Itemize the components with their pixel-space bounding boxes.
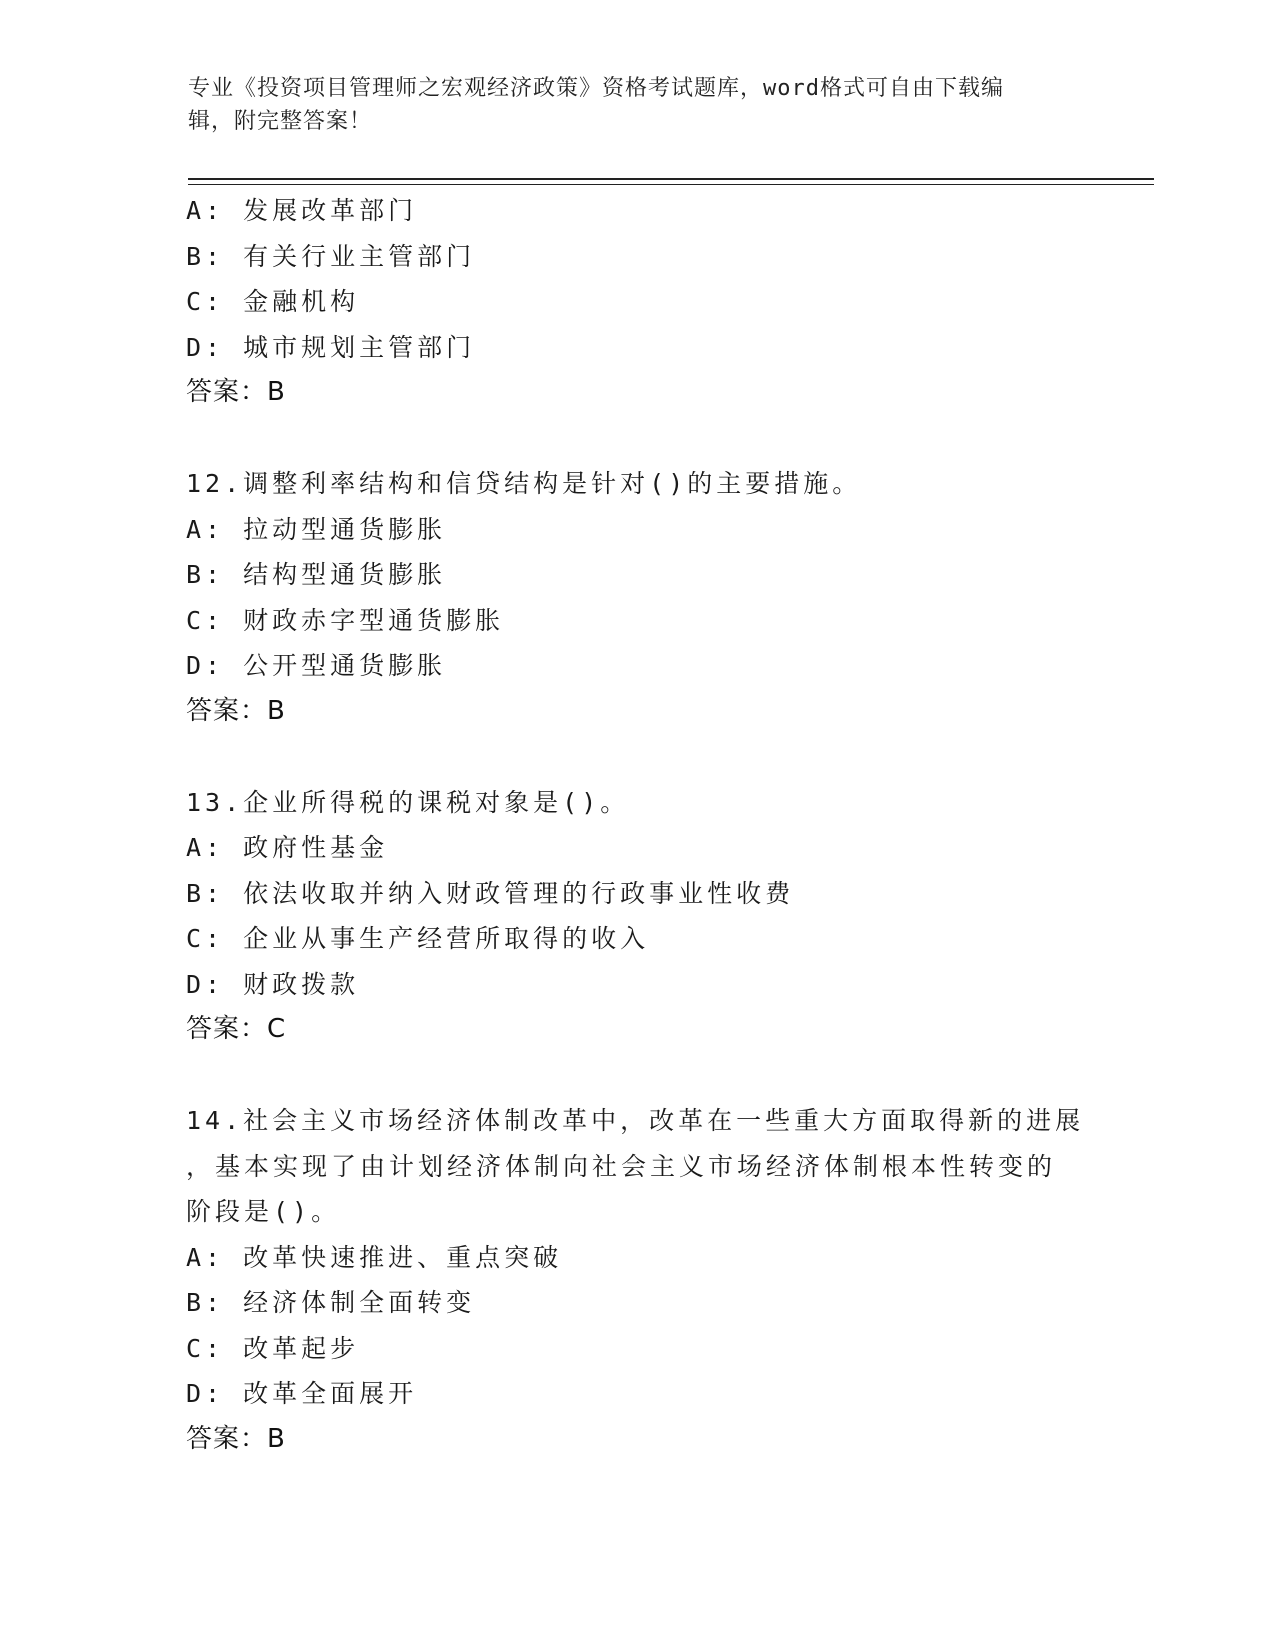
question-12 bbox=[186, 461, 1086, 734]
option-a: A: 拉动型通货膨胀 bbox=[186, 514, 447, 544]
question-stem: 12.调整利率结构和信贷结构是针对()的主要措施。 bbox=[186, 469, 862, 498]
option-b: B: 结构型通货膨胀 bbox=[186, 560, 447, 589]
option-d: D: 改革全面展开 bbox=[186, 1379, 418, 1408]
answer-line: 答案：B bbox=[186, 377, 286, 407]
option-a: A: 发展改革部门 bbox=[186, 196, 418, 225]
option-d: D: 公开型通货膨胀 bbox=[186, 651, 447, 680]
option-c: C: 企业从事生产经营所取得的收入 bbox=[186, 924, 650, 953]
question-stem-line-1: 14.社会主义市场经济体制改革中，改革在一些重大方面取得新的进展 bbox=[186, 1106, 1085, 1135]
answer-line: 答案：B bbox=[186, 1423, 286, 1454]
option-c: C: 改革起步 bbox=[186, 1333, 360, 1363]
option-d: D: 城市规划主管部门 bbox=[186, 332, 476, 362]
header-line-1: 专业《投资项目管理师之宏观经济政策》资格考试题库，word格式可自由下载编 bbox=[188, 76, 1004, 101]
question-stem: 13.企业所得税的课税对象是()。 bbox=[186, 787, 630, 817]
question-13 bbox=[186, 780, 1086, 1053]
question-stem-line-3: 阶段是()。 bbox=[186, 1197, 341, 1226]
option-b: B: 依法收取并纳入财政管理的行政事业性收费 bbox=[186, 878, 795, 908]
header-divider-thick bbox=[188, 178, 1154, 180]
question-14 bbox=[186, 1098, 1086, 1462]
spacer bbox=[186, 734, 1086, 780]
option-c: C: 财政赤字型通货膨胀 bbox=[186, 605, 505, 635]
spacer bbox=[186, 416, 1086, 462]
header-line-2: 辑，附完整答案！ bbox=[188, 109, 373, 134]
question-stem-line-2: ，基本实现了由计划经济体制向社会主义市场经济体制根本性转变的 bbox=[186, 1151, 1057, 1181]
header-divider-thin bbox=[188, 184, 1154, 185]
answer-line: 答案：C bbox=[186, 1014, 287, 1044]
answer-line: 答案：B bbox=[186, 695, 286, 726]
option-b: B: 经济体制全面转变 bbox=[186, 1288, 476, 1317]
spacer bbox=[186, 1053, 1086, 1099]
document-header bbox=[188, 72, 1068, 138]
option-b: B: 有关行业主管部门 bbox=[186, 241, 476, 271]
question-list bbox=[186, 188, 1086, 1462]
question-11 bbox=[186, 188, 1086, 416]
option-a: A: 改革快速推进、重点突破 bbox=[186, 1242, 563, 1272]
option-c: C: 金融机构 bbox=[186, 287, 360, 316]
option-d: D: 财政拨款 bbox=[186, 969, 360, 999]
option-a: A: 政府性基金 bbox=[186, 833, 389, 862]
